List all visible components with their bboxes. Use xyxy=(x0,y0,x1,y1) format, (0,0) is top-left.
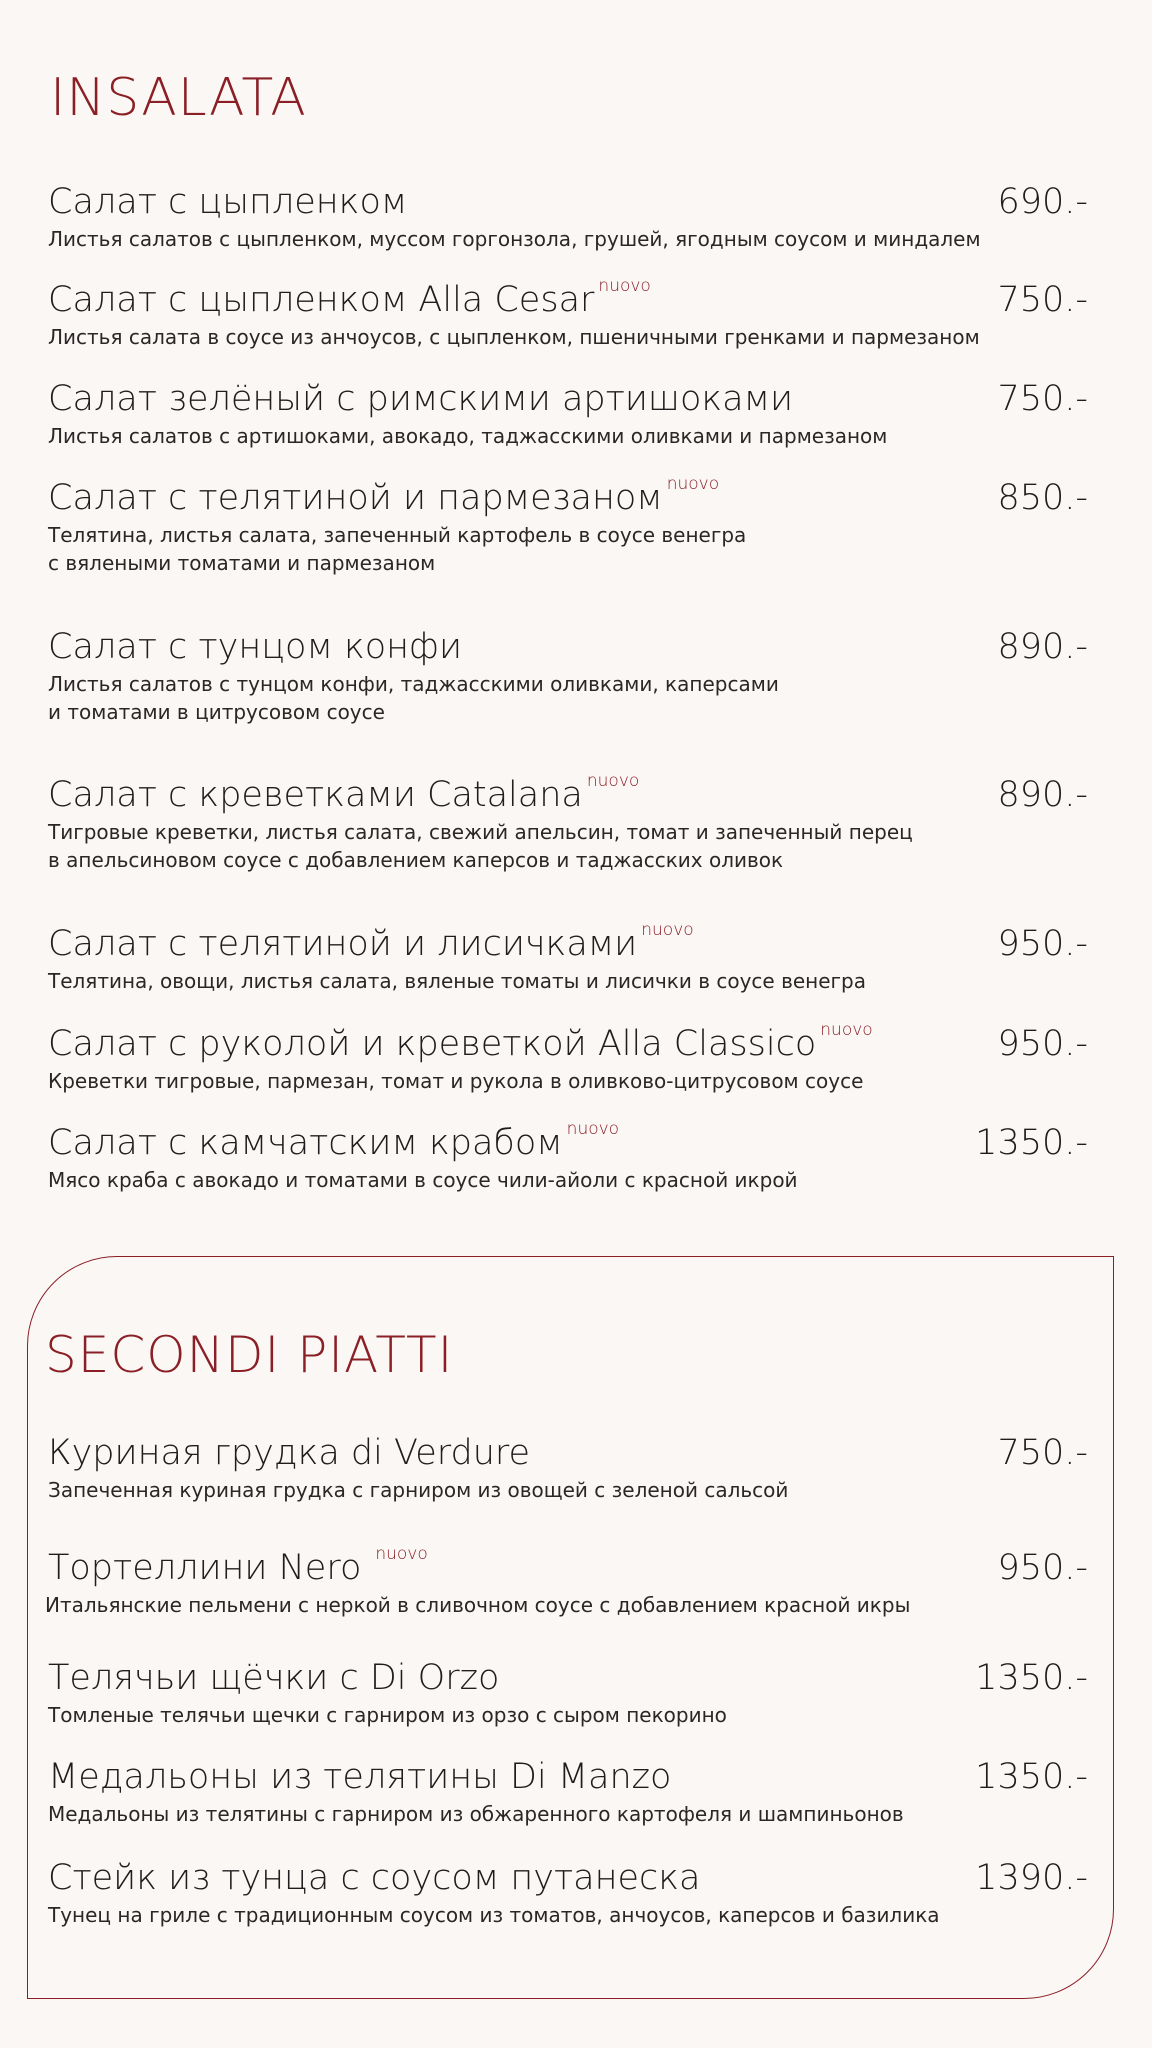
dish-price: 750.- xyxy=(997,379,1088,419)
nuovo-badge: nuovo xyxy=(586,771,640,791)
dish-name: Телячьи щёчки с Di Orzo xyxy=(48,1658,500,1698)
nuovo-badge: nuovo xyxy=(566,1119,620,1139)
dish-description: Телятина, листья салата, запеченный картофель в соусе венегра с вялеными томатами и пармезаном xyxy=(48,523,747,575)
menu-item xyxy=(48,1756,1088,1828)
dish-name: Медальоны из телятины Di Manzo xyxy=(48,1757,672,1797)
menu-item xyxy=(48,920,1088,995)
menu-item xyxy=(48,181,1088,253)
nuovo-badge: nuovo xyxy=(666,474,720,494)
menu-item xyxy=(48,1657,1088,1729)
dish-price: 1350.- xyxy=(975,1757,1088,1797)
dish-price: 890.- xyxy=(997,775,1088,815)
dish-name: Стейк из тунца с соусом путанеска xyxy=(48,1858,701,1898)
dish-price: 850.- xyxy=(997,478,1088,518)
menu-item xyxy=(48,1432,1088,1504)
dish-description: Томленые телячьи щечки с гарниром из орзо с сыром пекорино xyxy=(48,1703,727,1727)
dish-name: Салат с камчатским крабом $^{nuovo}$ xyxy=(48,1119,620,1163)
dish-name: Салат с телятиной и пармезаном $^{nuovo}$ xyxy=(48,474,720,518)
dish-description: Тунец на гриле с традиционным соусом из томатов, анчоусов, каперсов и базилика xyxy=(48,1903,940,1927)
dish-price: 690.- xyxy=(997,182,1088,222)
dish-name: Тортеллини Nero $^{nuovo}$ xyxy=(48,1544,428,1588)
dish-name: Салат с цыпленком Alla Cesar $^{nuovo}$ xyxy=(48,276,651,320)
dish-price: 1350.- xyxy=(975,1123,1088,1163)
dish-description: Итальянские пельмени с неркой в сливочном соусе с добавлением красной икры xyxy=(45,1593,911,1617)
menu-item xyxy=(48,378,1088,450)
dish-description: Листья салата в соусе из анчоусов, с цыпленком, пшеничными гренками и пармезаном xyxy=(48,325,980,349)
dish-description: Листья салатов с цыпленком, муссом горгонзола, грушей, ягодным соусом и миндалем xyxy=(48,227,981,251)
dish-description: Листья салатов с тунцом конфи, таджасскими оливками, каперсами и томатами в цитрусовом соусе xyxy=(48,672,779,724)
menu-item xyxy=(48,1119,1088,1194)
dish-price: 950.- xyxy=(997,1548,1088,1588)
menu-item xyxy=(48,1857,1088,1929)
nuovo-badge: nuovo xyxy=(641,920,694,940)
menu-item xyxy=(48,474,1088,577)
dish-price: 950.- xyxy=(997,1024,1088,1064)
menu-item xyxy=(48,626,1088,726)
dish-price: 750.- xyxy=(997,280,1088,320)
dish-price: 950.- xyxy=(997,924,1088,964)
nuovo-badge: nuovo xyxy=(598,276,651,296)
nuovo-badge: nuovo xyxy=(375,1544,428,1564)
dish-description: Телятина, овощи, листья салата, вяленые томаты и лисички в соусе венегра xyxy=(48,969,867,993)
menu-item xyxy=(45,1544,1088,1619)
dish-price: 1350.- xyxy=(975,1658,1088,1698)
dish-price: 890.- xyxy=(997,627,1088,667)
dish-description: Тигровые креветки, листья салата, свежий апельсин, томат и запеченный перец в апельсиновом соусе с добавлением каперсов и таджасских оливок xyxy=(48,820,913,872)
dish-name: Салат с тунцом конфи xyxy=(48,627,463,667)
section-title-secondi: SECONDI PIATTI xyxy=(45,1326,454,1384)
nuovo-badge: nuovo xyxy=(820,1020,873,1040)
dish-price: 1390.- xyxy=(975,1858,1088,1898)
dish-name: Салат с руколой и креветкой Alla Classico $^{nuovo}$ xyxy=(48,1020,873,1064)
dish-description: Креветки тигровые, пармезан, томат и рукола в оливково-цитрусовом соусе xyxy=(48,1069,864,1093)
dish-description: Листья салатов с артишоками, авокадо, таджасскими оливками и пармезаном xyxy=(48,424,888,448)
menu-item xyxy=(48,276,1088,351)
dish-description: Мясо краба с авокадо и томатами в соусе чили-айоли с красной икрой xyxy=(48,1168,798,1192)
dish-name: Куриная грудка di Verdure xyxy=(48,1433,531,1473)
dish-name: Салат с креветками Catalana $^{nuovo}$ xyxy=(48,771,640,815)
dish-name: Салат зелёный с римскими артишоками xyxy=(48,379,794,419)
dish-name: Салат с телятиной и лисичками $^{nuovo}$ xyxy=(48,920,694,964)
section-title-insalata: INSALATA xyxy=(50,68,307,128)
menu-item xyxy=(48,771,1088,874)
dish-name: Салат с цыпленком xyxy=(48,182,408,222)
dish-description: Медальоны из телятины с гарниром из обжаренного картофеля и шампиньонов xyxy=(48,1802,904,1826)
dish-description: Запеченная куриная грудка с гарниром из овощей с зеленой сальсой xyxy=(48,1478,789,1502)
dish-price: 750.- xyxy=(997,1433,1088,1473)
menu-item xyxy=(48,1020,1088,1095)
